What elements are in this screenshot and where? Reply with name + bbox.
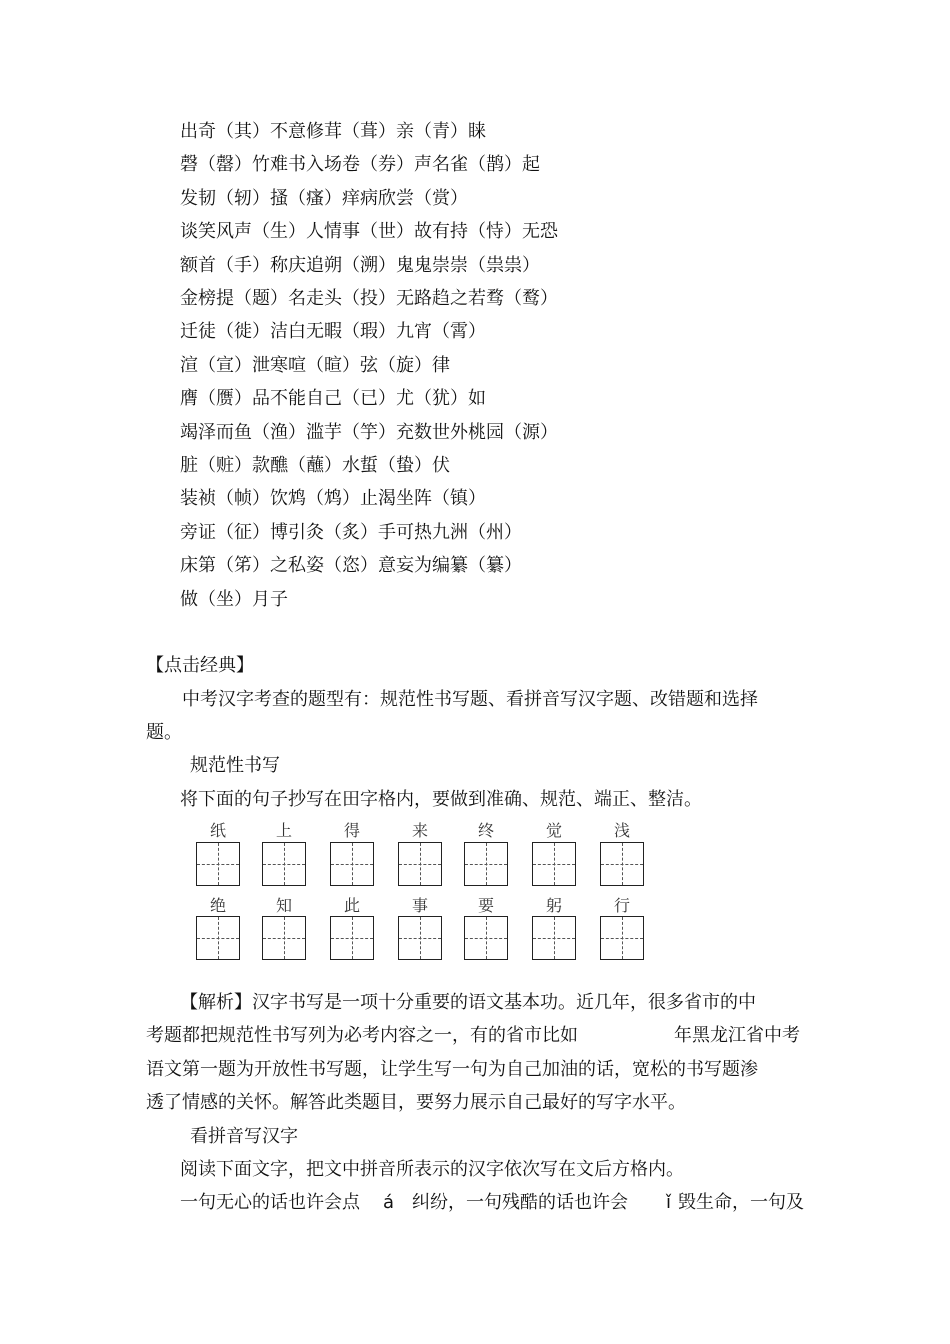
grid-character: 事 bbox=[411, 896, 428, 915]
grid-character: 来 bbox=[411, 821, 428, 840]
tianzige-grid-row-2 bbox=[196, 916, 656, 964]
sub-heading-normative-writing: 规范性书写 bbox=[190, 755, 280, 776]
tianzige-cell bbox=[398, 916, 442, 960]
analysis-line-2b: 年黑龙江省中考 bbox=[674, 1025, 800, 1046]
section-heading: 【点击经典】 bbox=[146, 655, 254, 676]
analysis-line-2a: 考题都把规范性书写列为必考内容之一，有的省市比如 bbox=[146, 1025, 578, 1046]
grid-character: 绝 bbox=[209, 896, 226, 915]
passage-line-part-b: 纠纷，一句残酷的话也许会 bbox=[412, 1192, 628, 1213]
tianzige-grid-row-1 bbox=[196, 842, 656, 890]
tianzige-cell bbox=[398, 842, 442, 886]
grid-character: 觉 bbox=[545, 821, 562, 840]
word-pair-line: 额首（手）称庆追朔（溯）鬼鬼崇崇（祟祟） bbox=[180, 254, 540, 276]
word-pair-line: 床第（笫）之私姿（恣）意妄为编纂（纂） bbox=[180, 555, 522, 577]
word-pair-line: 迁徒（徙）洁白无暇（瑕）九宵（霄） bbox=[180, 321, 486, 343]
grid-character: 知 bbox=[275, 896, 292, 915]
word-pair-line: 渲（宣）泄寒喧（暄）弦（旋）律 bbox=[180, 354, 450, 376]
word-pair-line: 竭泽而鱼（渔）滥芋（竽）充数世外桃园（源） bbox=[180, 421, 558, 443]
word-pair-line: 磬（罄）竹难书入场卷（券）声名雀（鹊）起 bbox=[180, 154, 540, 176]
grid-character: 浅 bbox=[613, 821, 630, 840]
word-pair-line: 脏（赃）款醮（蘸）水蜇（蛰）伏 bbox=[180, 455, 450, 476]
tianzige-cell bbox=[330, 842, 374, 886]
word-pair-line: 发韧（轫）搔（瘙）痒病欣尝（赏） bbox=[180, 187, 468, 209]
grid-character: 行 bbox=[613, 896, 630, 915]
instruction-pinyin: 阅读下面文字，把文中拼音所表示的汉字依次写在文后方格内。 bbox=[180, 1159, 684, 1180]
grid-character: 纸 bbox=[209, 821, 226, 840]
word-pair-line: 旁证（征）博引灸（炙）手可热九洲（州） bbox=[180, 521, 522, 543]
tianzige-cell bbox=[532, 916, 576, 960]
tianzige-cell bbox=[464, 842, 508, 886]
tianzige-cell bbox=[532, 842, 576, 886]
grid-character: 要 bbox=[477, 896, 494, 915]
analysis-line-4: 透了情感的关怀。解答此类题目，要努力展示自己最好的写字水平。 bbox=[146, 1092, 686, 1113]
word-pair-line: 谈笑风声（生）人情事（世）故有持（恃）无恐 bbox=[180, 221, 558, 243]
intro-text-line-1: 中考汉字考查的题型有：规范性书写题、看拼音写汉字题、改错题和选择 bbox=[182, 689, 758, 710]
tianzige-cell bbox=[196, 916, 240, 960]
word-pair-line: 做（坐）月子 bbox=[180, 588, 288, 610]
analysis-line-1: 【解析】汉字书写是一项十分重要的语文基本功。近几年，很多省市的中 bbox=[180, 992, 756, 1013]
tianzige-cell bbox=[464, 916, 508, 960]
tianzige-cell bbox=[600, 916, 644, 960]
intro-text-line-2: 题。 bbox=[146, 722, 182, 743]
word-pair-line: 金榜提（题）名走头（投）无路趋之若骛（鹜） bbox=[180, 288, 558, 309]
passage-pinyin-2: ǐ bbox=[666, 1192, 672, 1213]
tianzige-cell bbox=[196, 842, 240, 886]
passage-line-part-a: 一句无心的话也许会点 bbox=[180, 1192, 360, 1213]
grid-character: 得 bbox=[343, 821, 360, 840]
tianzige-cell bbox=[330, 916, 374, 960]
word-pair-line: 出奇（其）不意修茸（葺）亲（青）睐 bbox=[180, 121, 486, 142]
tianzige-cell bbox=[262, 842, 306, 886]
tianzige-cell bbox=[262, 916, 306, 960]
grid-character: 上 bbox=[275, 821, 292, 840]
grid-characters-row-2 bbox=[196, 893, 656, 917]
grid-characters-row-1 bbox=[196, 818, 656, 842]
instruction-copy-sentence: 将下面的句子抄写在田字格内，要做到准确、规范、端正、整洁。 bbox=[180, 789, 702, 810]
analysis-line-3: 语文第一题为开放性书写题，让学生写一句为自己加油的话，宽松的书写题渗 bbox=[146, 1059, 758, 1080]
sub-heading-pinyin: 看拼音写汉字 bbox=[190, 1126, 298, 1147]
grid-character: 此 bbox=[343, 896, 360, 915]
word-pair-line: 装祯（帧）饮鸩（鸩）止渴坐阵（镇） bbox=[180, 488, 486, 510]
tianzige-cell bbox=[600, 842, 644, 886]
passage-line-part-c: 毁生命，一句及 bbox=[678, 1192, 804, 1213]
passage-pinyin-1: á bbox=[383, 1192, 395, 1213]
grid-character: 躬 bbox=[545, 896, 562, 915]
word-pair-line: 膺（赝）品不能自己（已）尤（犹）如 bbox=[180, 388, 486, 410]
grid-character: 终 bbox=[477, 821, 494, 840]
